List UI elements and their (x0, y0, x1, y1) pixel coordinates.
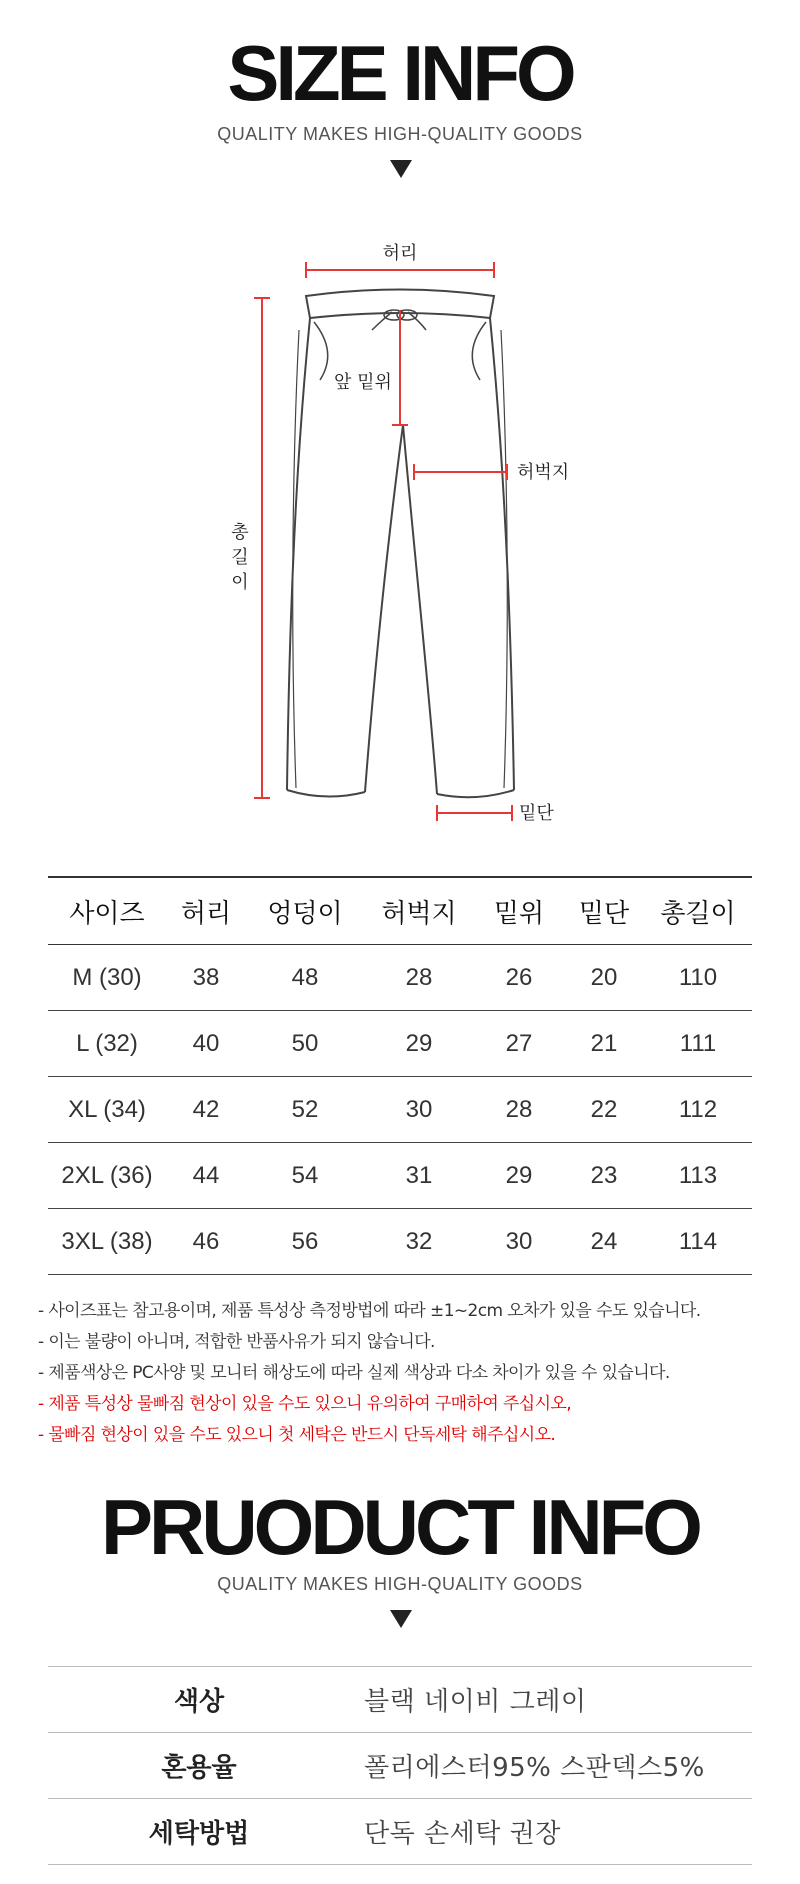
table-cell: 30 (364, 1077, 474, 1143)
size-table-header (48, 877, 752, 945)
front-rise-label: 앞 밑위 (334, 372, 392, 393)
size-info-title: SIZE INFO (227, 29, 573, 117)
product-info-label: 혼용율 (48, 1733, 350, 1799)
table-cell: 40 (166, 1011, 246, 1077)
table-cell: 52 (246, 1077, 364, 1143)
product-info-row-washing (48, 1799, 752, 1865)
hem-label: 밑단 (519, 803, 554, 824)
table-cell: M (30) (48, 945, 166, 1011)
table-cell: 27 (474, 1011, 564, 1077)
table-cell: 46 (166, 1209, 246, 1275)
total-length-label-2: 길 (231, 547, 249, 568)
product-info-row-color (48, 1667, 752, 1733)
table-cell: 38 (166, 945, 246, 1011)
product-info-label: 세탁방법 (48, 1799, 350, 1865)
product-info-table (48, 1666, 752, 1865)
table-cell: 30 (474, 1209, 564, 1275)
size-notes (38, 1296, 778, 1451)
table-cell: 23 (564, 1143, 644, 1209)
table-cell: 28 (364, 945, 474, 1011)
table-cell: 26 (474, 945, 564, 1011)
table-cell: 113 (644, 1143, 752, 1209)
product-info-value: 단독 손세탁 권장 (350, 1799, 752, 1865)
table-cell: 24 (564, 1209, 644, 1275)
table-cell: 21 (564, 1011, 644, 1077)
header-total-length: 총길이 (644, 877, 752, 945)
header-hip: 엉덩이 (246, 877, 364, 945)
header-hem: 밑단 (564, 877, 644, 945)
table-cell: 112 (644, 1077, 752, 1143)
pants-diagram (0, 225, 800, 845)
thigh-label: 허벅지 (517, 462, 570, 483)
product-info-value: 폴리에스터95% 스판덱스5% (350, 1733, 752, 1799)
table-cell: 2XL (36) (48, 1143, 166, 1209)
table-cell: 110 (644, 945, 752, 1011)
header-size: 사이즈 (48, 877, 166, 945)
down-arrow-icon (390, 1610, 412, 1628)
down-arrow-icon (390, 160, 412, 178)
table-cell: 42 (166, 1077, 246, 1143)
table-row (48, 1143, 752, 1209)
table-cell: 54 (246, 1143, 364, 1209)
table-cell: 22 (564, 1077, 644, 1143)
note-line: - 제품색상은 PC사양 및 모니터 해상도에 따라 실제 색상과 다소 차이가 있을 수 있습니다. (38, 1363, 670, 1383)
size-table (48, 876, 752, 1275)
warning-note-line: - 제품 특성상 물빠짐 현상이 있을 수도 있으니 유의하여 구매하여 주십시오, (38, 1394, 572, 1414)
table-cell: 29 (364, 1011, 474, 1077)
header-thigh: 허벅지 (364, 877, 474, 945)
table-cell: 32 (364, 1209, 474, 1275)
total-length-label-1: 총 (231, 522, 249, 543)
total-length-label-3: 이 (231, 572, 249, 593)
waist-label: 허리 (382, 243, 418, 264)
header-rise: 밑위 (474, 877, 564, 945)
table-cell: 20 (564, 945, 644, 1011)
table-cell: 56 (246, 1209, 364, 1275)
table-cell: 50 (246, 1011, 364, 1077)
table-cell: 3XL (38) (48, 1209, 166, 1275)
table-row (48, 1209, 752, 1275)
table-cell: XL (34) (48, 1077, 166, 1143)
product-info-label: 색상 (48, 1667, 350, 1733)
table-cell: 28 (474, 1077, 564, 1143)
table-cell: L (32) (48, 1011, 166, 1077)
table-cell: 114 (644, 1209, 752, 1275)
table-cell: 29 (474, 1143, 564, 1209)
table-row (48, 1077, 752, 1143)
product-info-value: 블랙 네이비 그레이 (350, 1667, 752, 1733)
table-row (48, 945, 752, 1011)
note-line: - 이는 불량이 아니며, 적합한 반품사유가 되지 않습니다. (38, 1332, 435, 1352)
note-line: - 사이즈표는 참고용이며, 제품 특성상 측정방법에 따라 ±1~2cm 오차가 있을 수도 있습니다. (38, 1301, 701, 1321)
product-info-subtitle: QUALITY MAKES HIGH-QUALITY GOODS (217, 1574, 583, 1594)
product-info-title: PRUODUCT INFO (101, 1483, 699, 1571)
table-cell: 48 (246, 945, 364, 1011)
table-cell: 44 (166, 1143, 246, 1209)
size-info-subtitle: QUALITY MAKES HIGH-QUALITY GOODS (217, 124, 583, 144)
table-cell: 111 (644, 1011, 752, 1077)
table-row (48, 1011, 752, 1077)
table-cell: 31 (364, 1143, 474, 1209)
product-info-row-material (48, 1733, 752, 1799)
header-waist: 허리 (166, 877, 246, 945)
warning-note-line: - 물빠짐 현상이 있을 수도 있으니 첫 세탁은 반드시 단독세탁 해주십시오. (38, 1425, 556, 1445)
